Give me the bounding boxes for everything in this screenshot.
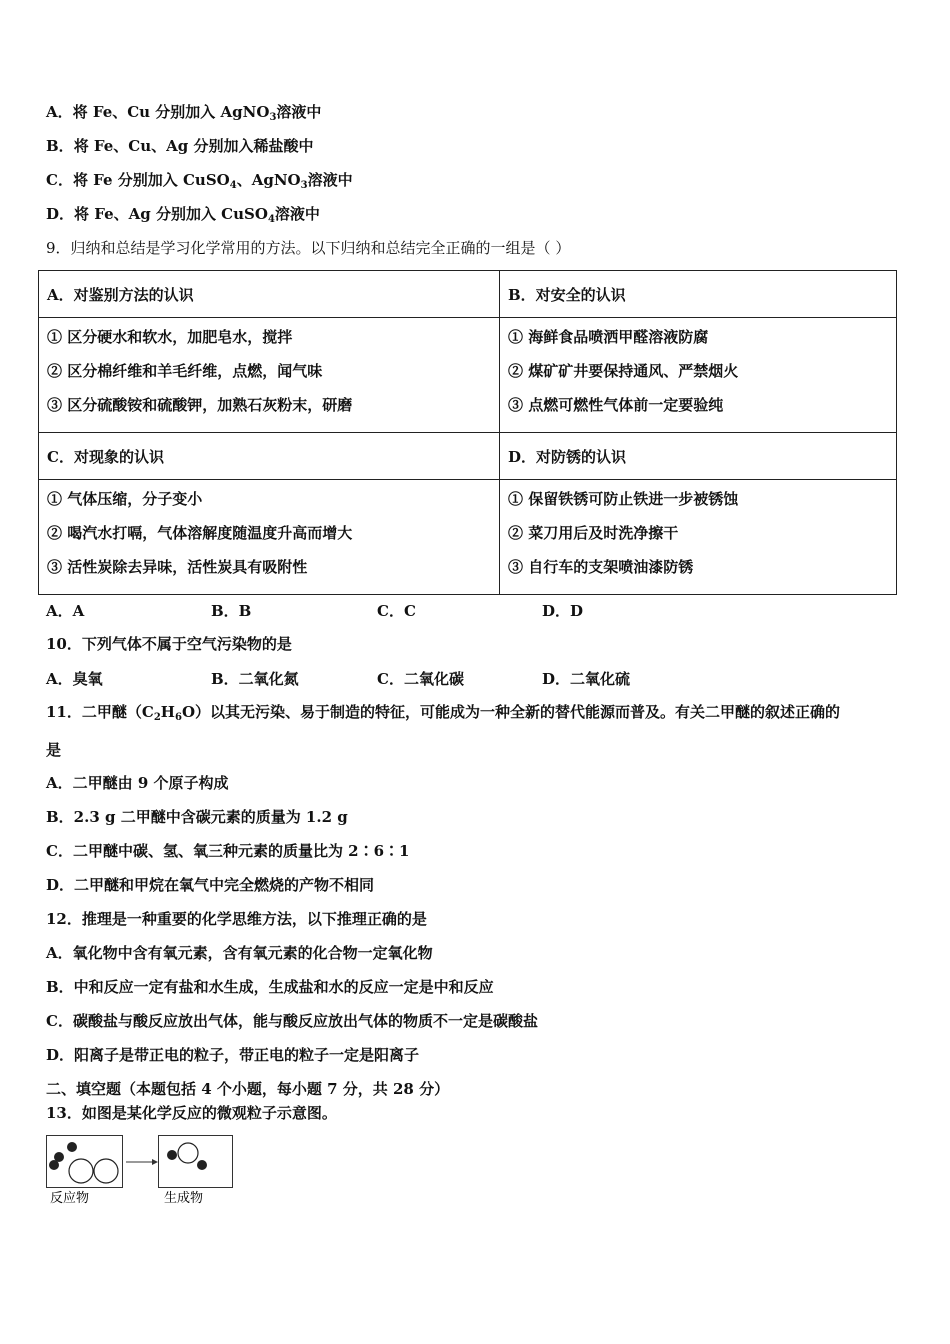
list-item: ① 海鲜食品喷洒甲醛溶液防腐: [508, 328, 709, 346]
q9-cell-d-title: D．对防锈的认识: [500, 433, 897, 480]
reactant-box: [47, 1136, 123, 1188]
q9-table: [38, 270, 897, 595]
list-item: ① 区分硬水和软水，加肥皂水，搅拌: [47, 328, 293, 346]
q9-cell-a-items: [39, 318, 500, 433]
q11-stem: 11．二甲醚$(C_2H_6O)$以其无污染、易于制造的特征，可能成为一种全新的替代能源而普及。有关二甲醚的叙述正确的: [46, 703, 841, 723]
product-box: [159, 1136, 233, 1188]
q11-option-d: D．二甲醚和甲烷在氧气中完全燃烧的产物不相同: [46, 876, 375, 894]
q9-option-d: D．D: [542, 602, 584, 620]
list-item: ③ 活性炭除去异味，活性炭具有吸附性: [47, 558, 308, 576]
q8-option-a: A．将 Fe、Cu 分别加入 AgNO$_3$溶液中: [46, 103, 322, 123]
list-item: ③ 自行车的支架喷油漆防锈: [508, 558, 694, 576]
reaction-diagram: [46, 1135, 246, 1214]
reactant-label: 反应物: [50, 1191, 90, 1206]
q12-stem: 12．推理是一种重要的化学思维方法，以下推理正确的是: [46, 910, 427, 928]
arrow-icon: [126, 1159, 158, 1165]
product-label: 生成物: [164, 1191, 204, 1206]
list-item: ② 区分棉纤维和羊毛纤维，点燃，闻气味: [47, 362, 323, 380]
q9-option-c: C．C: [377, 602, 416, 620]
section-title: 二、填空题（本题包括 4 个小题，每小题 7 分，共 28 分）: [46, 1080, 450, 1098]
q12-option-c: C．碳酸盐与酸反应放出气体，能与酸反应放出气体的物质不一定是碳酸盐: [46, 1012, 538, 1030]
q8-option-b: B．将 Fe、Cu、Ag 分别加入稀盐酸中: [46, 137, 314, 155]
list-item: ① 气体压缩，分子变小: [47, 490, 203, 508]
list-item: ② 菜刀用后及时洗净擦干: [508, 524, 679, 542]
q9-cell-b-items: [500, 318, 897, 433]
q10-option-d: D．二氧化硫: [542, 670, 631, 688]
q9-option-a: A．A: [46, 602, 85, 620]
list-item: ③ 区分硫酸铵和硫酸钾，加熟石灰粉末，研磨: [47, 396, 353, 414]
q10-option-a: A．臭氧: [46, 670, 103, 688]
q9-cell-c-title: C．对现象的认识: [39, 433, 500, 480]
list-item: ② 煤矿矿井要保持通风、严禁烟火: [508, 362, 739, 380]
q8-option-d: D．将 Fe、Ag 分别加入 CuSO$_4$溶液中: [46, 205, 320, 225]
q10-option-b: B．二氧化氮: [211, 670, 299, 688]
q9-cell-c-items: [39, 480, 500, 595]
q13-stem: 13．如图是某化学反应的微观粒子示意图。: [46, 1104, 337, 1122]
q12-option-a: A．氧化物中含有氧元素，含有氧元素的化合物一定氧化物: [46, 944, 433, 962]
q11-option-b: B．2.3 g 二甲醚中含碳元素的质量为 1.2 g: [46, 808, 348, 826]
q10-option-c: C．二氧化碳: [377, 670, 464, 688]
q12-option-d: D．阳离子是带正电的粒子，带正电的粒子一定是阳离子: [46, 1046, 420, 1064]
q8-option-c: C．将 Fe 分别加入 CuSO$_4$、AgNO$_3$溶液中: [46, 171, 353, 191]
q10-stem: 10．下列气体不属于空气污染物的是: [46, 635, 292, 653]
q12-option-b: B．中和反应一定有盐和水生成，生成盐和水的反应一定是中和反应: [46, 978, 494, 996]
list-item: ① 保留铁锈可防止铁进一步被锈蚀: [508, 490, 739, 508]
q11-option-c: C．二甲醚中碳、氢、氧三种元素的质量比为 2∶6∶1: [46, 842, 410, 860]
q11-stem-cont: 是: [46, 741, 62, 759]
q9-cell-d-items: [500, 480, 897, 595]
list-item: ③ 点燃可燃性气体前一定要验纯: [508, 396, 724, 414]
q9-cell-b-title: B．对安全的认识: [500, 271, 897, 318]
list-item: ② 喝汽水打嗝，气体溶解度随温度升高而增大: [47, 524, 353, 542]
q11-option-a: A．二甲醚由 9 个原子构成: [46, 774, 229, 792]
q9-option-b: B．B: [211, 602, 252, 620]
q9-stem: 9．归纳和总结是学习化学常用的方法。以下归纳和总结完全正确的一组是（ ）: [46, 239, 571, 257]
q9-cell-a-title: A．对鉴别方法的认识: [39, 271, 500, 318]
